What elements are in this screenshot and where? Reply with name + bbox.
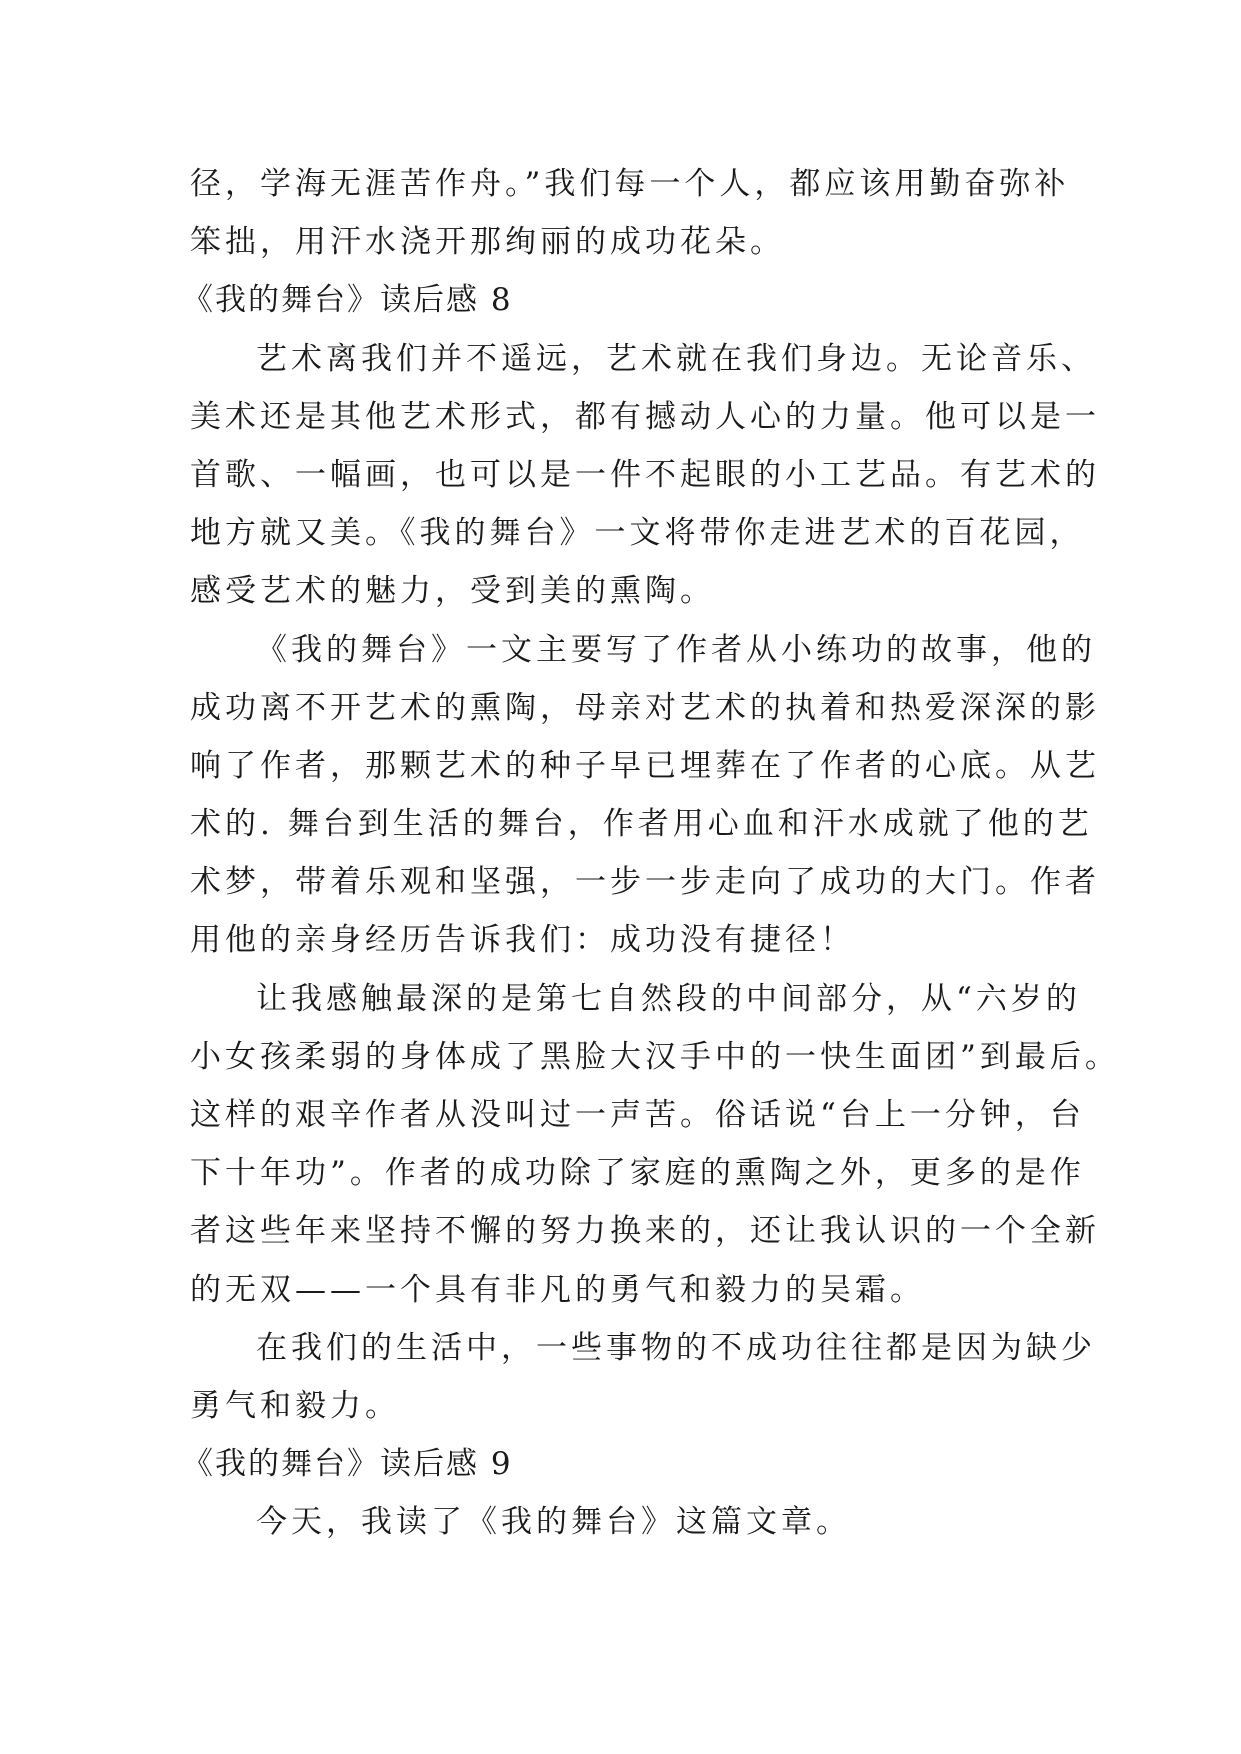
text-line: 下十年功”。作者的成功除了家庭的熏陶之外，更多的是作 [190, 1155, 1085, 1192]
text-line: 在我们的生活中，一些事物的不成功往往都是因为缺少 [256, 1329, 1096, 1366]
text-line: 地方就又美。《我的舞台》一文将带你走进艺术的百花园， [190, 515, 1085, 552]
text-line: 小女孩柔弱的身体成了黑脸大汉手中的一快生面团”到最后。 [190, 1038, 1120, 1075]
text-line: 者这些年来坚持不懈的努力换来的，还让我认识的一个全新 [190, 1213, 1100, 1250]
text-line: 勇气和毅力。 [190, 1387, 400, 1424]
text-line: 感受艺术的魅力，受到美的熏陶。 [190, 573, 715, 610]
text-line: 今天，我读了《我的舞台》这篇文章。 [256, 1504, 851, 1541]
text-line: 用他的亲身经历告诉我们：成功没有捷径！ [190, 922, 855, 959]
text-line: 的无双——一个具有非凡的勇气和毅力的吴霜。 [190, 1271, 925, 1308]
section-heading: 《我的舞台》读后感 9 [182, 1446, 513, 1483]
text-line: 径，学海无涯苦作舟。”我们每一个人，都应该用勤奋弥补 [190, 166, 1070, 202]
text-line: 成功离不开艺术的熏陶，母亲对艺术的执着和热爱深深的影 [190, 689, 1100, 726]
text-line: 《我的舞台》一文主要写了作者从小练功的故事，他的 [256, 631, 1096, 668]
text-line: 艺术离我们并不遥远，艺术就在我们身边。无论音乐、 [256, 340, 1096, 377]
section-heading: 《我的舞台》读后感 8 [182, 282, 513, 319]
text-line: 首歌、一幅画，也可以是一件不起眼的小工艺品。有艺术的 [190, 456, 1100, 493]
text-line: 美术还是其他艺术形式，都有撼动人心的力量。他可以是一 [190, 398, 1100, 435]
text-line: 让我感触最深的是第七自然段的中间部分，从“六岁的 [256, 980, 1081, 1017]
text-line: 术的. 舞台到生活的舞台，作者用心血和汗水成就了他的艺 [190, 806, 1093, 843]
text-line: 响了作者，那颗艺术的种子早已埋葬在了作者的心底。从艺 [190, 747, 1100, 784]
text-line: 笨拙，用汗水浇开那绚丽的成功花朵。 [190, 224, 785, 261]
document-body [182, 155, 1120, 1552]
text-line: 这样的艰辛作者从没叫过一声苦。俗话说“台上一分钟，台 [190, 1097, 1085, 1133]
text-line: 术梦，带着乐观和坚强，一步一步走向了成功的大门。作者 [190, 864, 1100, 901]
